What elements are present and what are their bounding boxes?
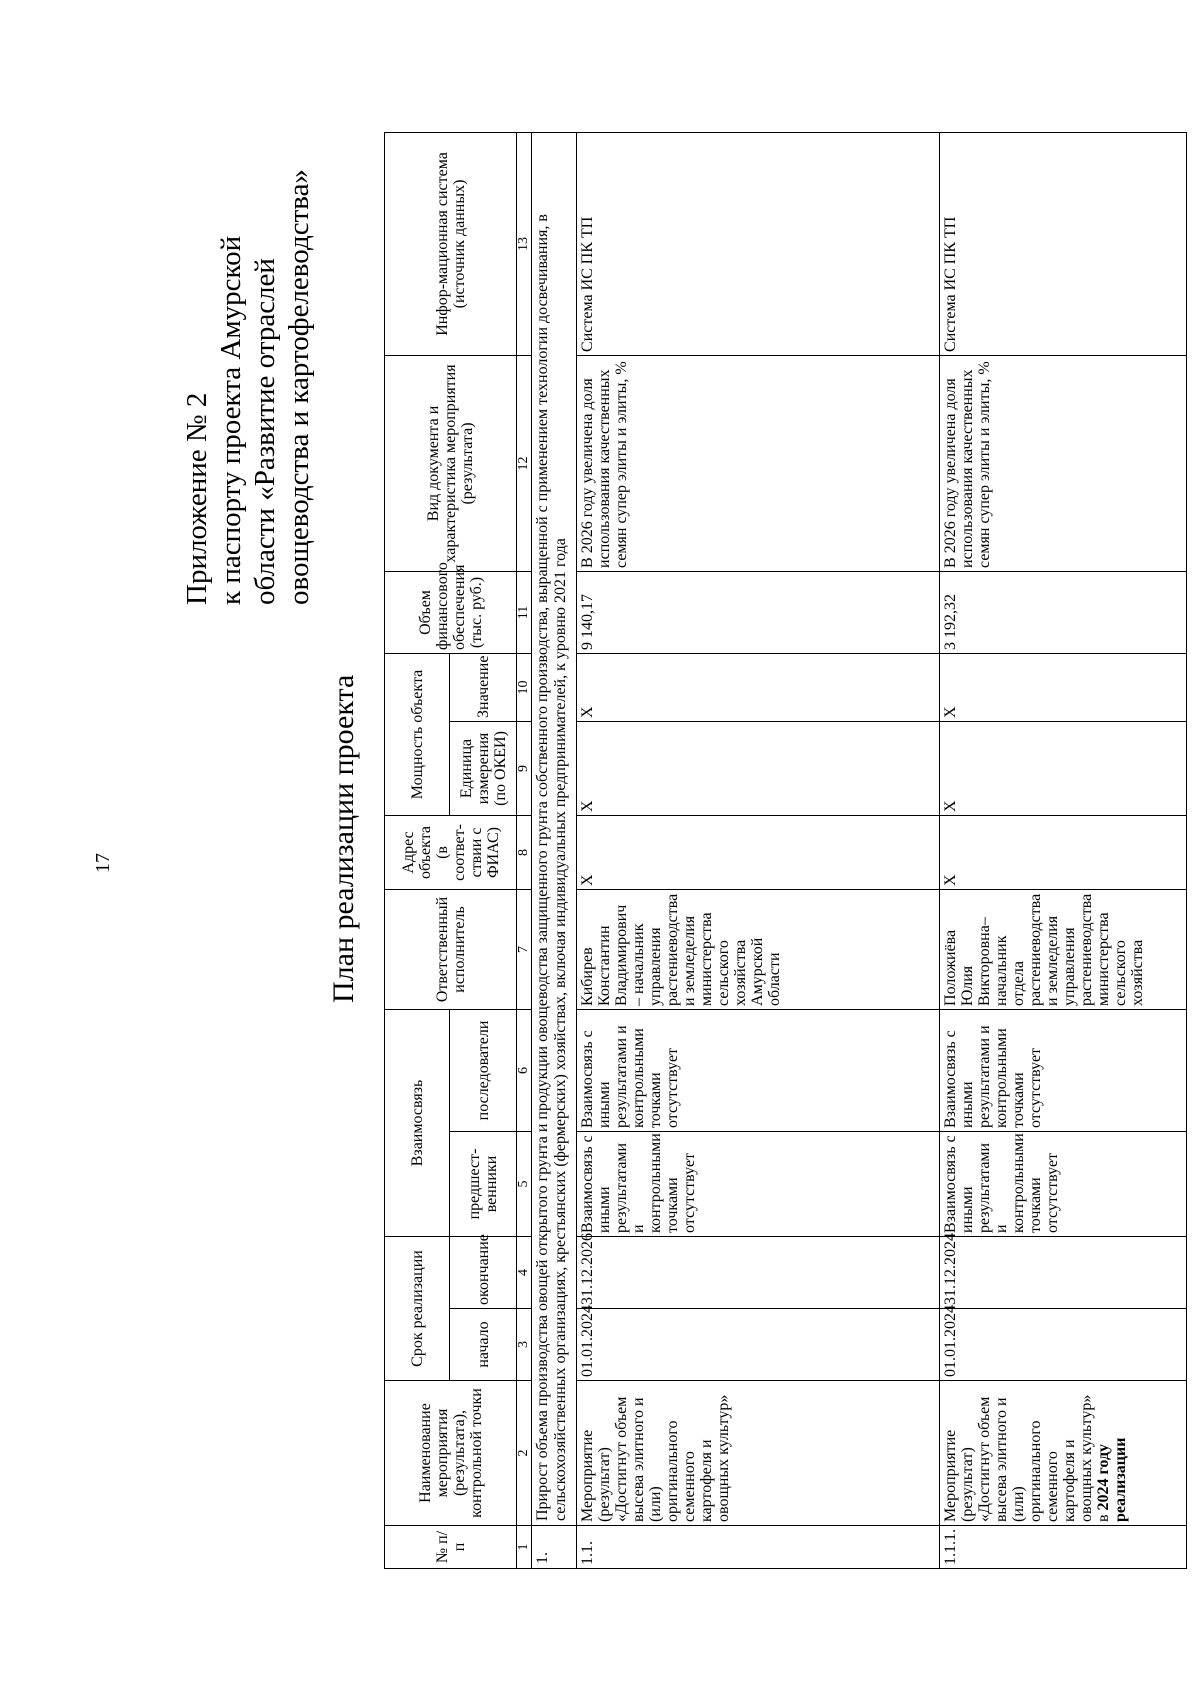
header-doc: Вид документа и характеристика мероприятия (результата) <box>385 355 517 571</box>
row-unit: X <box>940 721 1187 815</box>
header-capacity-unit: Единица измерения (по ОКЕИ) <box>450 721 517 815</box>
column-number: 13 <box>517 132 532 355</box>
row-start: 01.01.2024 <box>940 1309 1187 1381</box>
row-doc: В 2026 году увеличена доля использования качественных семян супер элиты и элиты, % <box>577 355 940 571</box>
header-num: № п/п <box>385 1526 517 1569</box>
row-successors: Взаимосвязь с иными результатами и контрольными точками отсутствует <box>940 1009 1187 1131</box>
table-row <box>940 132 1187 1568</box>
header-address: Адрес объекта (в соответ-ствии с ФИАС) <box>385 815 517 889</box>
column-number: 2 <box>517 1381 532 1526</box>
header-name: Наименование мероприятия (результата), контрольной точки <box>385 1381 517 1526</box>
row-finance: 3 192,32 <box>940 571 1187 653</box>
header-relation: Взаимосвязь <box>385 1009 450 1236</box>
column-number: 12 <box>517 355 532 571</box>
header-executor: Ответственный исполнитель <box>385 889 517 1009</box>
row-end: 31.12.2024 <box>940 1236 1187 1308</box>
document-title: План реализации проекта <box>327 674 360 1003</box>
row-unit: X <box>577 721 940 815</box>
column-number: 11 <box>517 571 532 653</box>
row-infosys: Система ИС ПК ТП <box>940 132 1187 355</box>
table-row <box>577 132 940 1568</box>
column-number: 6 <box>517 1009 532 1131</box>
section-row <box>532 132 577 1568</box>
row-successors: Взаимосвязь с иными результатами и контрольными точками отсутствует <box>577 1009 940 1131</box>
row-num: 1.1.1. <box>940 1526 1187 1569</box>
row-finance: 9 140,17 <box>577 571 940 653</box>
column-number: 3 <box>517 1309 532 1381</box>
column-number: 7 <box>517 889 532 1009</box>
header-capacity: Мощность объекта <box>385 653 450 815</box>
header-successors: последователи <box>450 1009 517 1131</box>
row-address: X <box>577 815 940 889</box>
column-number: 10 <box>517 653 532 721</box>
row-start: 01.01.2024 <box>577 1309 940 1381</box>
header-finance: Объем финансового обеспечения (тыс. руб.) <box>385 571 517 653</box>
row-address: X <box>940 815 1187 889</box>
header-row <box>385 132 450 1568</box>
header-infosys: Инфор-мационная система (источник данных) <box>385 132 517 355</box>
section-num: 1. <box>532 1526 577 1569</box>
row-name: Мероприятие (результат) «Достигнут объем высева элитного и (или) оригинального семенного картофеля и овощных культур» в <box>942 1394 1112 1522</box>
row-executor: Кибирев Константин Владимирович – начальник управления растениеводства и земледелия министерства сельского хозяйства Амурской области <box>577 889 940 1009</box>
annex-line: Приложение № 2 <box>181 392 213 605</box>
column-number: 1 <box>517 1526 532 1569</box>
page-number: 17 <box>92 853 114 873</box>
row-value: X <box>940 653 1187 721</box>
row-value: X <box>577 653 940 721</box>
row-num: 1.1. <box>577 1526 940 1569</box>
row-name: Мероприятие (результат) «Достигнут объем высева элитного и (или) оригинального семенного картофеля и овощных культур» <box>577 1381 940 1526</box>
column-number-row <box>517 132 532 1568</box>
annex-line: овощеводства и картофелеводства» <box>283 169 315 605</box>
row-predecessors: Взаимосвязь с иными результатами и контрольными точками отсутствует <box>577 1131 940 1236</box>
row-doc: В 2026 году увеличена доля использования качественных семян супер элиты и элиты, % <box>940 355 1187 571</box>
annex-line: области «Развитие отраслей <box>249 258 281 605</box>
row-name-cell <box>940 1381 1187 1526</box>
row-predecessors: Взаимосвязь с иными результатами и контрольными точками отсутствует <box>940 1131 1187 1236</box>
annex-header <box>180 125 316 605</box>
section-text: Прирост объема производства овощей открытого грунта и продукции овощеводства защищенного грунта собственного производства, выращенной с применением технологии досвечивания, в сельскохозяйственных организациях, крестьянских (фермерских) хозяйствах, включая индивидуальных предпринимателей, к уровню 2021 года <box>532 132 577 1525</box>
column-number: 5 <box>517 1131 532 1236</box>
row-name-bold: 2024 году реализации <box>1095 1437 1129 1522</box>
header-period-end: окончание <box>450 1236 517 1308</box>
header-period: Срок реализации <box>385 1236 450 1380</box>
column-number: 8 <box>517 815 532 889</box>
row-executor: Положиёва Юлия Викторовна– начальник отдела растениеводства и земледелия управления растениеводства министерства сельского хозяйства <box>940 889 1187 1009</box>
column-number: 9 <box>517 721 532 815</box>
plan-table <box>384 132 1187 1569</box>
annex-line: к паспорту проекта Амурской <box>215 235 247 605</box>
row-end: 31.12.2026 <box>577 1236 940 1308</box>
header-period-start: начало <box>450 1309 517 1381</box>
row-infosys: Система ИС ПК ТП <box>577 132 940 355</box>
header-capacity-value: Значение <box>450 653 517 721</box>
column-number: 4 <box>517 1236 532 1308</box>
header-predecessors: предшест-венники <box>450 1131 517 1236</box>
